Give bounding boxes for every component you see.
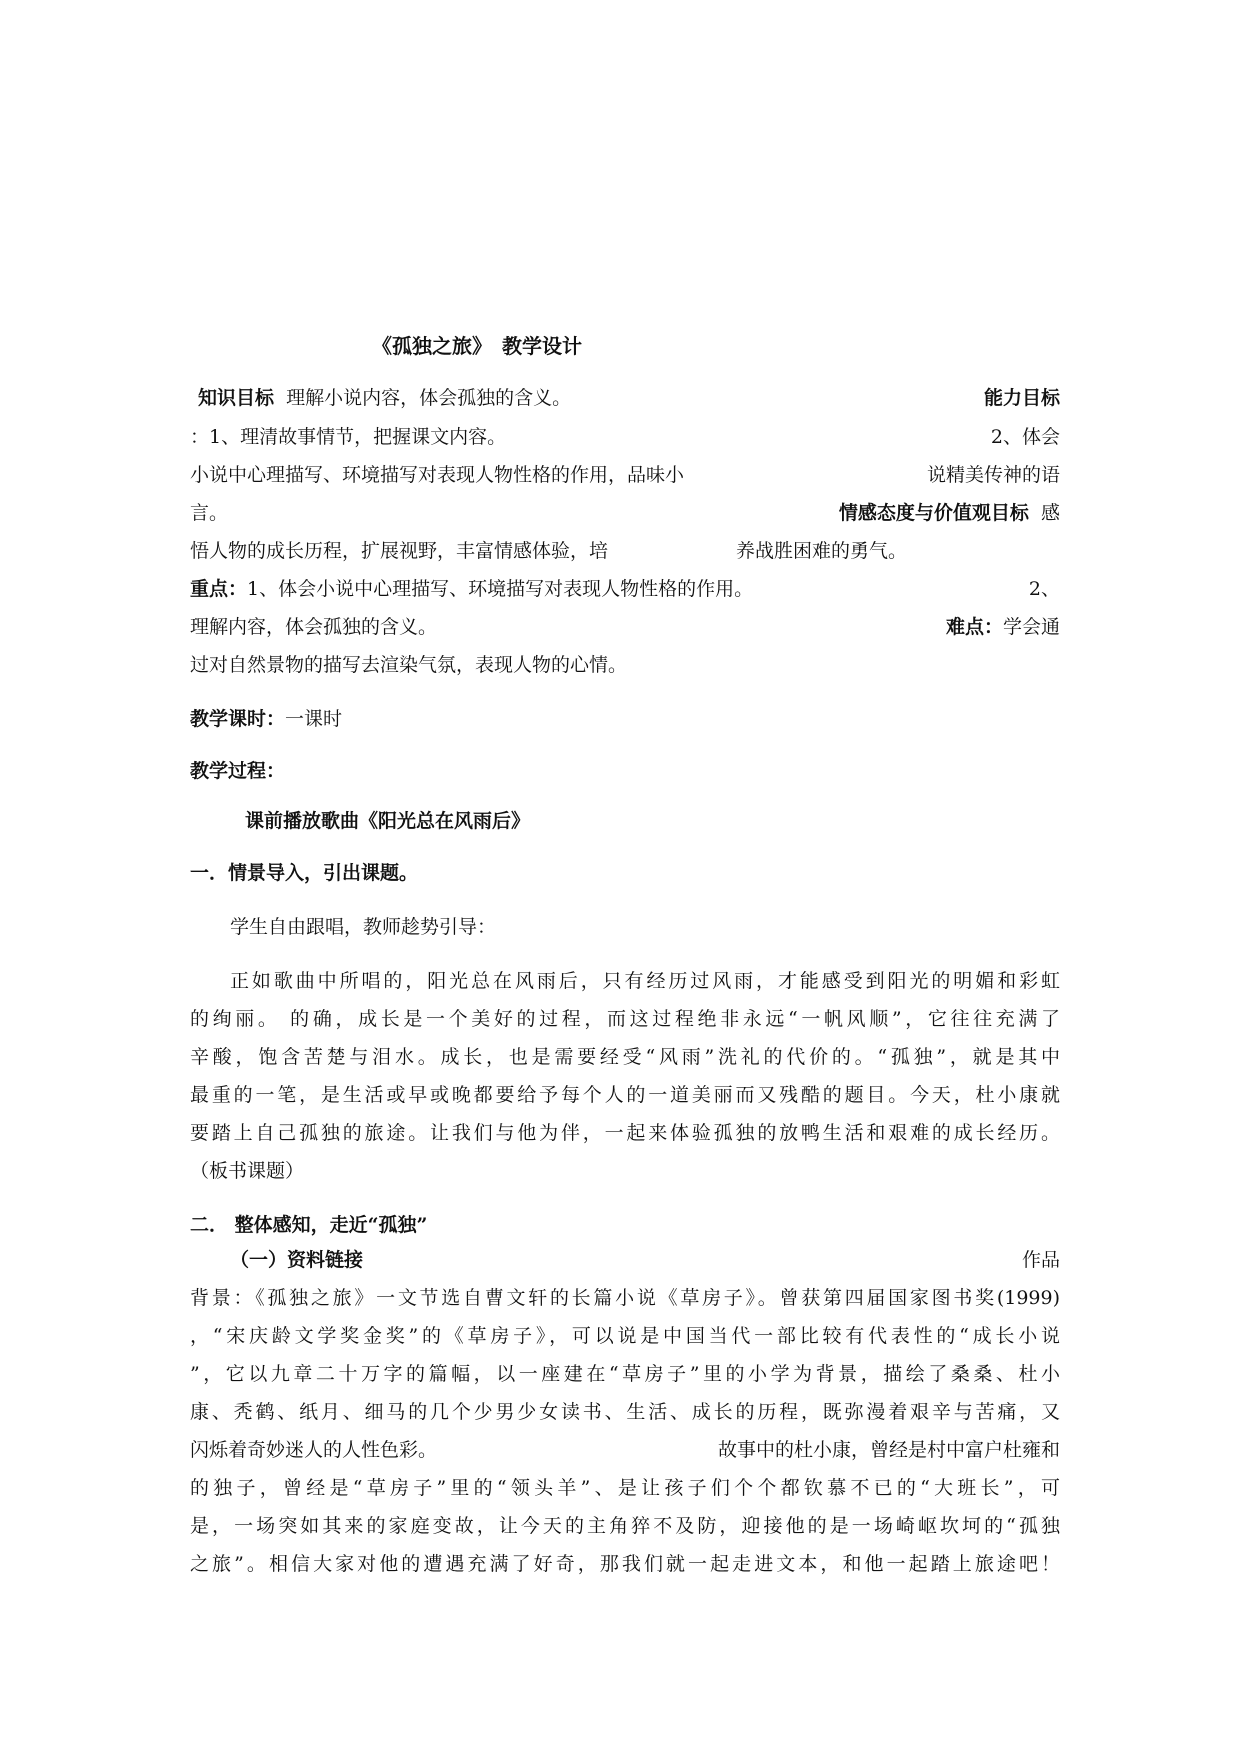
key-line-2 <box>190 614 1060 640</box>
ability-goal-label: 能力目标 <box>983 387 1060 409</box>
section-2-heading: 二． 整体感知，走近“孤独” <box>190 1214 428 1236</box>
knowledge-goal-text: 理解小说内容，体会孤独的含义。 <box>286 387 572 409</box>
song-line: 课前播放歌曲《阳光总在风雨后》 <box>245 810 531 832</box>
difficulty-label: 难点： <box>945 616 1003 638</box>
difficulty-group <box>946 614 1060 640</box>
section-2-para-line: 的独子，曾经是“草房子”里的“领头羊”、是让孩子们个个都钦慕不已的“大班长”，可 <box>190 1477 1060 1499</box>
emotion-goal-text-start: 感 <box>1040 502 1060 524</box>
section-1-intro: 学生自由跟唱，教师趁势引导： <box>230 916 497 938</box>
lesson-time <box>190 706 1060 732</box>
key-point-text: 1、体会小说中心理描写、环境描写对表现人物性格的作用。 <box>247 578 754 600</box>
ability-goal-item-1: ：1、理清故事情节，把握课文内容。 <box>190 426 507 448</box>
ability-goal-text-b: 说精美传神的语 <box>926 464 1060 486</box>
key-point-label: 重点： <box>190 578 248 600</box>
section-2-para-line: ，“宋庆龄文学奖金奖”的《草房子》，可以说是中国当代一部比较有代表性的“成长小说 <box>190 1325 1060 1347</box>
section-2-para-line: 康、秃鹤、纸月、细马的几个少男少女读书、生活、成长的历程，既弥漫着艰辛与苦痛，又 <box>190 1401 1060 1423</box>
goals-line-2 <box>190 424 1060 450</box>
ability-goal-text-a: 小说中心理描写、环境描写对表现人物性格的作用，品味小 <box>190 464 685 486</box>
section-2-para-line: 背景：《孤独之旅》一文节选自曹文轩的长篇小说《草房子》。曾获第四届国家图书奖(1999) <box>190 1287 1060 1309</box>
emotion-goal-group <box>839 500 1060 526</box>
section-2-mid-left: 闪烁着奇妙迷人的人性色彩。 <box>190 1439 438 1461</box>
section-1-para-line: 要踏上自己孤独的旅途。让我们与他为伴，一起来体验孤独的放鸭生活和艰难的成长经历。 <box>190 1122 1060 1144</box>
section-2-sub <box>190 1247 1060 1273</box>
section-2-para-line: ”，它以九章二十万字的篇幅，以一座建在“草房子”里的小学为背景，描绘了桑桑、杜小 <box>190 1363 1060 1385</box>
section-2-para-line: 是，一场突如其来的家庭变故，让今天的主角猝不及防，迎接他的是一场崎岖坎坷的“孤独 <box>190 1515 1060 1537</box>
ability-goal-item-2-start: 2、体会 <box>990 426 1060 448</box>
key-point-text-2: 理解内容，体会孤独的含义。 <box>190 616 438 638</box>
difficulty-text-start: 学会通 <box>1002 616 1060 638</box>
lesson-time-label: 教学课时： <box>190 708 286 730</box>
section-1-para-line: 辛酸，饱含苦楚与泪水。成长，也是需要经受“风雨”洗礼的代价的。“孤独”，就是其中 <box>190 1046 1060 1068</box>
section-2-sub-right: 作品 <box>1021 1249 1060 1271</box>
goals-line-4 <box>190 500 1060 526</box>
goals-line-5 <box>190 538 1060 564</box>
section-1-para-line: （板书课题） <box>190 1160 305 1182</box>
emotion-goal-text-a: 悟人物的成长历程，扩展视野，丰富情感体验，培 <box>190 540 609 562</box>
section-1-para-line: 正如歌曲中所唱的，阳光总在风雨后，只有经历过风雨，才能感受到阳光的明媚和彩虹 <box>230 970 1060 992</box>
lesson-time-value: 一课时 <box>285 708 343 730</box>
section-1-heading: 一．情景导入，引出课题。 <box>190 862 419 884</box>
emotion-goal-label: 情感态度与价值观目标 <box>838 502 1029 524</box>
goals-line-1 <box>190 385 1060 411</box>
process-label: 教学过程： <box>190 760 286 782</box>
ability-goal-text-end: 言。 <box>190 502 229 524</box>
section-1-para-line: 的绚丽。 的确，成长是一个美好的过程，而这过程绝非永远“一帆风顺”，它往往充满了 <box>190 1008 1060 1030</box>
emotion-goal-text-b: 养战胜困难的勇气。 <box>736 540 908 562</box>
section-2-para-line: 之旅”。相信大家对他的遭遇充满了好奇，那我们就一起走进文本，和他一起踏上旅途吧！ <box>190 1553 1060 1575</box>
section-1-para-line: 最重的一笔，是生活或早或晚都要给予每个人的一道美丽而又残酷的题目。今天，杜小康就 <box>190 1084 1060 1106</box>
section-2-mid-right: 故事中的杜小康，曾经是村中富户杜雍和 <box>717 1439 1060 1461</box>
section-2-para-mid <box>190 1437 1060 1463</box>
key-line-1 <box>190 576 1060 602</box>
section-2-sub-heading: （一）资料链接 <box>230 1249 364 1271</box>
key-line-3: 过对自然景物的描写去渲染气氛，表现人物的心情。 <box>190 654 628 676</box>
document-title: 《孤独之旅》 教学设计 <box>372 334 582 358</box>
knowledge-goal-label: 知识目标 <box>198 387 275 409</box>
key-point-item-2-start: 2、 <box>1028 578 1060 600</box>
goals-line-3 <box>190 462 1060 488</box>
